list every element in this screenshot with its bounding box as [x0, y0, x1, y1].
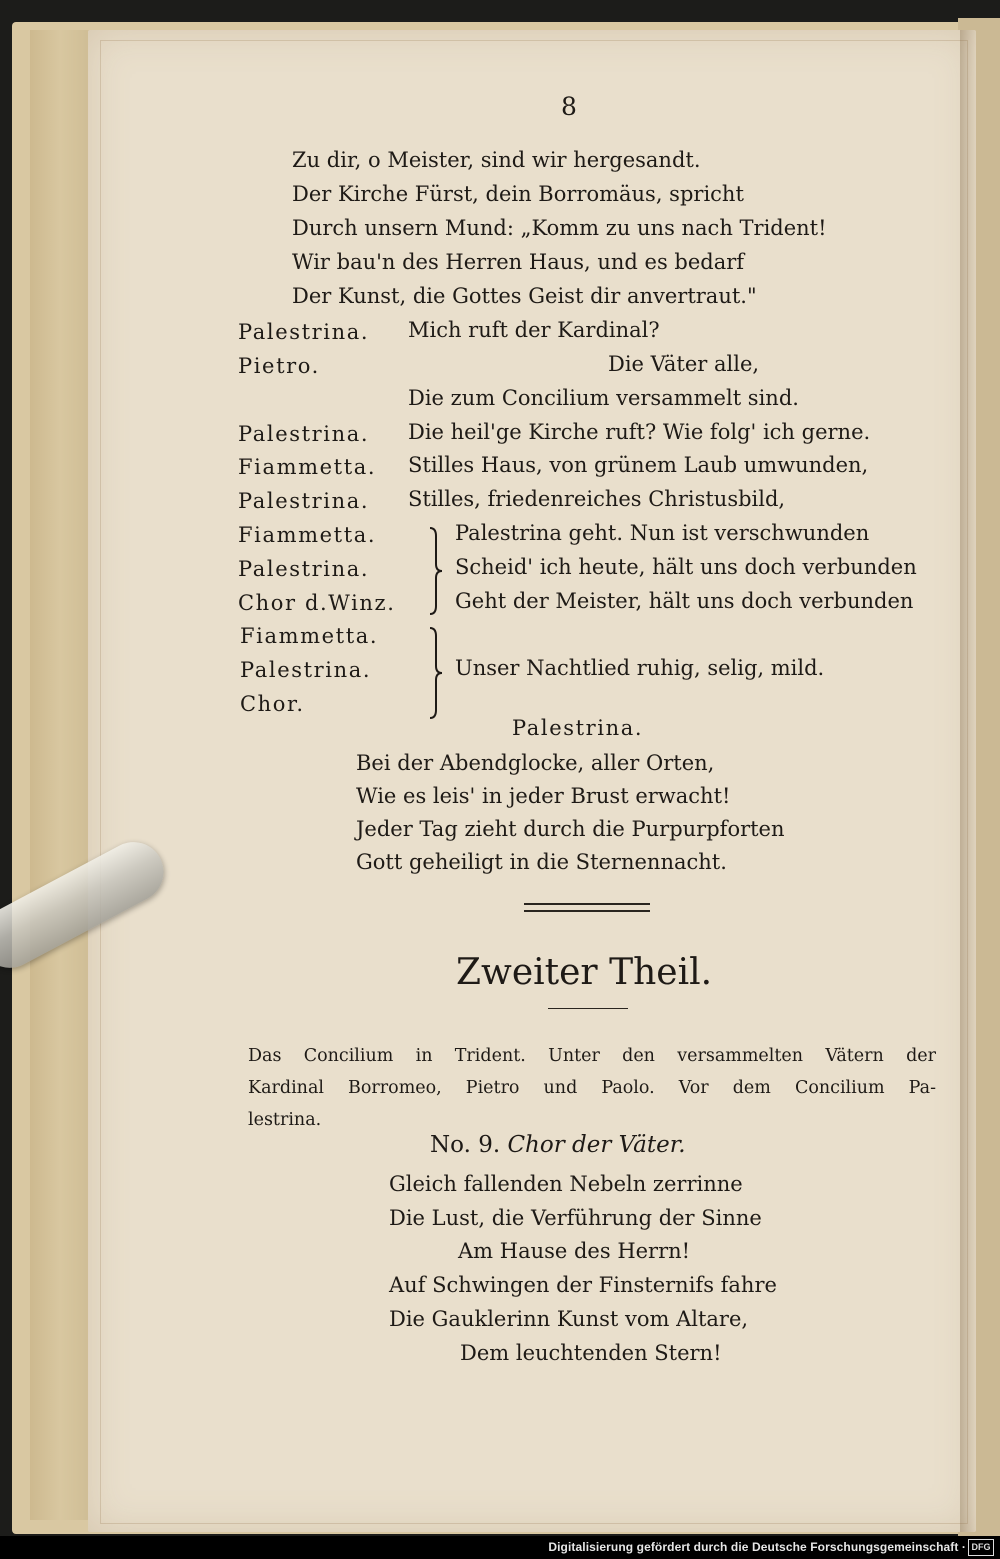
solo-speaker: Palestrina. [512, 716, 644, 740]
number-label [430, 1132, 686, 1158]
chorus-line: Unser Nachtlied ruhig, selig, mild. [455, 656, 825, 680]
chorus-line: Palestrina geht. Nun ist verschwunden [455, 521, 870, 545]
number-label-title: Chor der Väter. [507, 1132, 686, 1158]
spine-shadow [960, 30, 976, 1532]
dialogue-line: Die heil'ge Kirche ruft? Wie folg' ich gerne. [408, 420, 871, 444]
stage-direction [248, 1040, 936, 1136]
chorus-line: Geht der Meister, hält uns doch verbunden [455, 589, 914, 613]
verse-line: Gott geheiligt in die Sternennacht. [356, 850, 727, 874]
speaker-name: Fiammetta. [238, 523, 377, 547]
page-number: 8 [561, 92, 577, 121]
verse-line: Gleich fallenden Nebeln zerrinne [389, 1172, 743, 1196]
verse-line: Die Gauklerinn Kunst vom Altare, [389, 1307, 749, 1331]
stage-direction-line: Das Concilium in Trident. Unter den versammelten Vätern der [248, 1046, 936, 1066]
speaker-name: Fiammetta. [238, 455, 377, 479]
speaker-name: Palestrina. [238, 489, 370, 513]
section-heading: Zweiter Theil. [456, 952, 713, 993]
funding-credit: Digitalisierung gefördert durch die Deutsche Forschungsgemeinschaft · [548, 1540, 966, 1554]
brace-icon [424, 526, 446, 616]
cover-inner-edge [30, 30, 90, 1520]
number-label-no: No. 9. [430, 1132, 501, 1158]
speaker-name: Palestrina. [238, 422, 370, 446]
verse-line: Durch unsern Mund: „Komm zu uns nach Trident! [292, 216, 827, 240]
speaker-name: Palestrina. [238, 320, 370, 344]
brace-icon [424, 626, 446, 720]
verse-line: Wir bau'n des Herren Haus, und es bedarf [292, 250, 745, 274]
speaker-name: Chor. [240, 692, 305, 716]
verse-line: Wie es leis' in jeder Brust erwacht! [356, 784, 731, 808]
stage-direction-line: Kardinal Borromeo, Pietro und Paolo. Vor dem Concilium Pa- [248, 1078, 936, 1098]
verse-line: Bei der Abendglocke, aller Orten, [356, 751, 715, 775]
stage-direction-line: lestrina. [248, 1110, 322, 1130]
dialogue-line: Stilles, friedenreiches Christusbild, [408, 487, 786, 511]
dialogue-line: Die zum Concilium versammelt sind. [408, 386, 799, 410]
dialogue-line: Stilles Haus, von grünem Laub umwunden, [408, 453, 869, 477]
dialogue-line: Die Väter alle, [608, 352, 760, 376]
speaker-name: Pietro. [238, 354, 320, 378]
verse-line: Der Kirche Fürst, dein Borromäus, spricht [292, 182, 744, 206]
dialogue-line: Mich ruft der Kardinal? [408, 318, 660, 342]
speaker-name: Palestrina. [238, 557, 370, 581]
chorus-line: Scheid' ich heute, hält uns doch verbunden [455, 555, 917, 579]
verse-line: Auf Schwingen der Finsternifs fahre [389, 1273, 777, 1297]
verse-line: Am Hause des Herrn! [458, 1239, 691, 1263]
verse-line: Der Kunst, die Gottes Geist dir anvertraut." [292, 284, 757, 308]
speaker-name: Chor d.Winz. [238, 591, 396, 615]
speaker-name: Palestrina. [240, 658, 372, 682]
verse-line: Die Lust, die Verführung der Sinne [389, 1206, 762, 1230]
heading-underline [548, 1008, 628, 1009]
speaker-name: Fiammetta. [240, 624, 379, 648]
verse-line: Zu dir, o Meister, sind wir hergesandt. [292, 148, 701, 172]
double-rule-divider [524, 903, 650, 912]
verse-line: Jeder Tag zieht durch die Purpurpforten [356, 817, 785, 841]
verse-line: Dem leuchtenden Stern! [460, 1341, 722, 1365]
dfg-logo: DFG [968, 1539, 994, 1556]
